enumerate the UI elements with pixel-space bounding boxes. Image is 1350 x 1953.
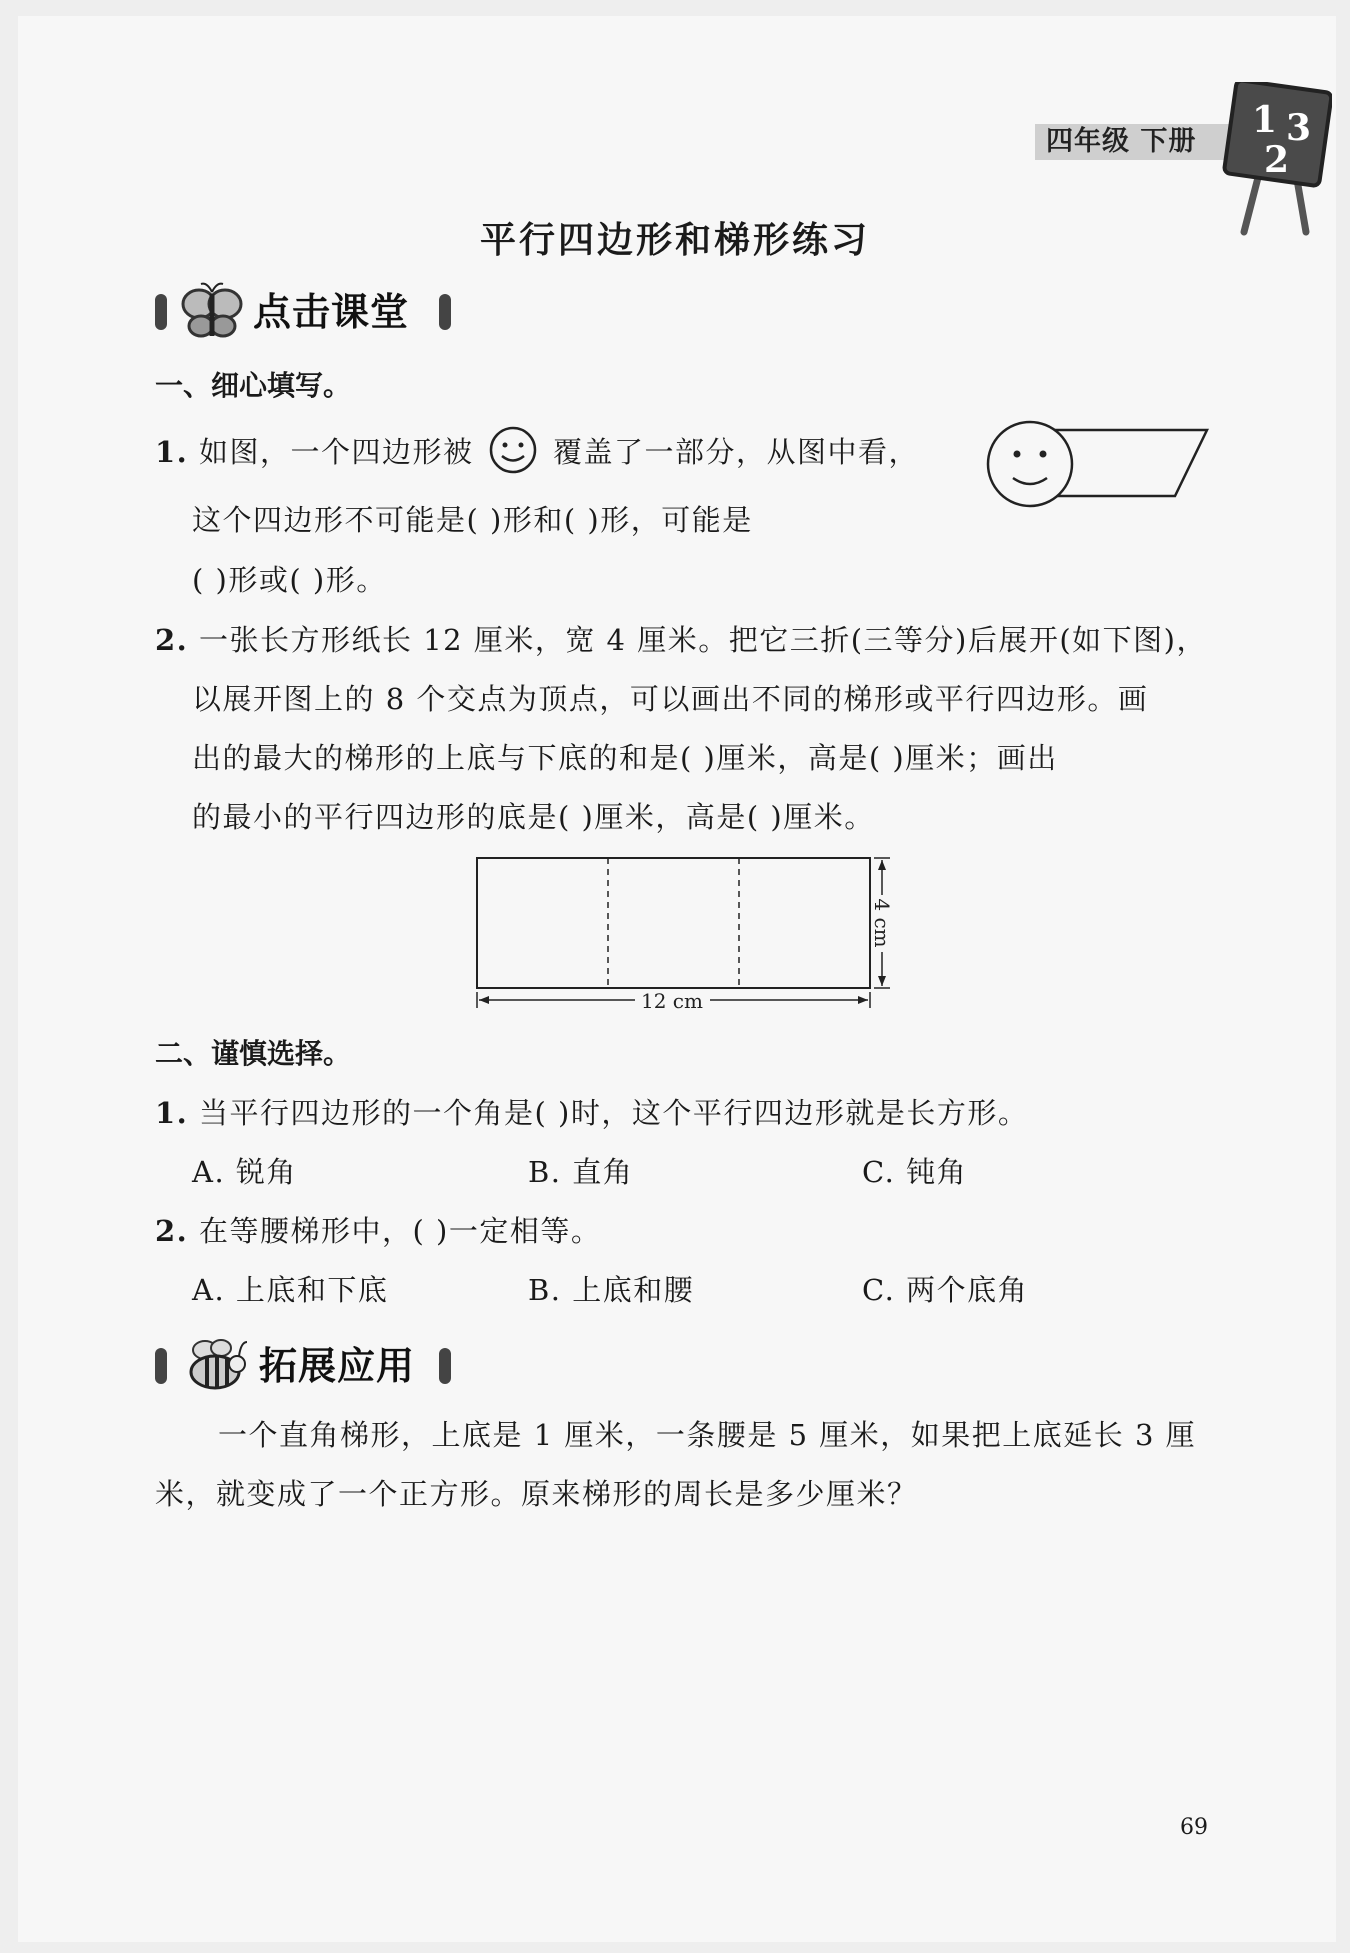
q1-line1: [155, 432, 919, 475]
q2-line3: 出的最大的梯形的上底与下底的和是( )厘米，高是( )厘米；画出: [192, 741, 1058, 775]
covered-quadrilateral-figure: [985, 420, 1215, 520]
logo-digit-1: 1: [1252, 99, 1278, 141]
p2-q1-option-b[interactable]: B. 直角: [528, 1155, 634, 1189]
q2-text-1: 一张长方形纸长 12 厘米，宽 4 厘米。把它三折(三等分)后展开(如下图)，: [199, 623, 1207, 657]
height-label: 4 cm: [870, 898, 894, 948]
p2-q1-option-a[interactable]: A. 锐角: [192, 1155, 297, 1189]
p2-q2-option-b[interactable]: B. 上底和腰: [528, 1273, 695, 1307]
butterfly-icon: [177, 282, 247, 342]
q1-text-b: 覆盖了一部分，从图中看，: [552, 435, 919, 469]
q2-line4: 的最小的平行四边形的底是( )厘米，高是( )厘米。: [192, 800, 875, 834]
q2-line1: [155, 620, 1207, 660]
smiley-icon: [488, 425, 538, 475]
logo-digit-3: 3: [1286, 107, 1312, 149]
q1-text-a: 如图，一个四边形被: [199, 435, 474, 469]
page-number: 69: [1180, 1815, 1208, 1840]
q2-number: 2.: [155, 623, 189, 657]
p2-q1-number: 1.: [155, 1096, 189, 1130]
part1-heading: 一、细心填写。: [155, 369, 352, 402]
p2-q1-text: 当平行四边形的一个角是( )时，这个平行四边形就是长方形。: [199, 1096, 1029, 1130]
width-label: 12 cm: [641, 989, 703, 1013]
logo-digit-2: 2: [1264, 139, 1290, 181]
grade-label: 四年级 下册: [1046, 126, 1197, 157]
extension-line1: 一个直角梯形，上底是 1 厘米，一条腰是 5 厘米，如果把上底延长 3 厘: [218, 1418, 1197, 1452]
p2-q2-number: 2.: [155, 1214, 189, 1248]
q1-number: 1.: [155, 435, 189, 469]
folded-rectangle-diagram: [470, 850, 900, 1020]
section-banner-label: 拓展应用: [259, 1344, 416, 1388]
q1-line2: 这个四边形不可能是( )形和( )形，可能是: [192, 503, 753, 537]
p2-q2-text: 在等腰梯形中，( )一定相等。: [199, 1214, 602, 1248]
page-title: 平行四边形和梯形练习: [479, 220, 870, 261]
q2-line2: 以展开图上的 8 个交点为顶点，可以画出不同的梯形或平行四边形。画: [192, 682, 1149, 716]
section-banner-label: 点击课堂: [253, 290, 410, 334]
section-banner-extension: [155, 1336, 455, 1392]
p2-q2-line: [155, 1211, 601, 1251]
section-banner-classroom: [155, 282, 455, 338]
part2-heading: 二、谨慎选择。: [155, 1037, 352, 1070]
bee-icon: [175, 1336, 255, 1396]
p2-q2-option-a[interactable]: A. 上底和下底: [192, 1273, 389, 1307]
p2-q1-option-c[interactable]: C. 钝角: [862, 1155, 968, 1189]
q1-line3: ( )形或( )形。: [192, 563, 387, 597]
p2-q2-option-c[interactable]: C. 两个底角: [862, 1273, 1029, 1307]
p2-q1-line: [155, 1093, 1028, 1133]
extension-line2: 米，就变成了一个正方形。原来梯形的周长是多少厘米？: [155, 1477, 918, 1511]
